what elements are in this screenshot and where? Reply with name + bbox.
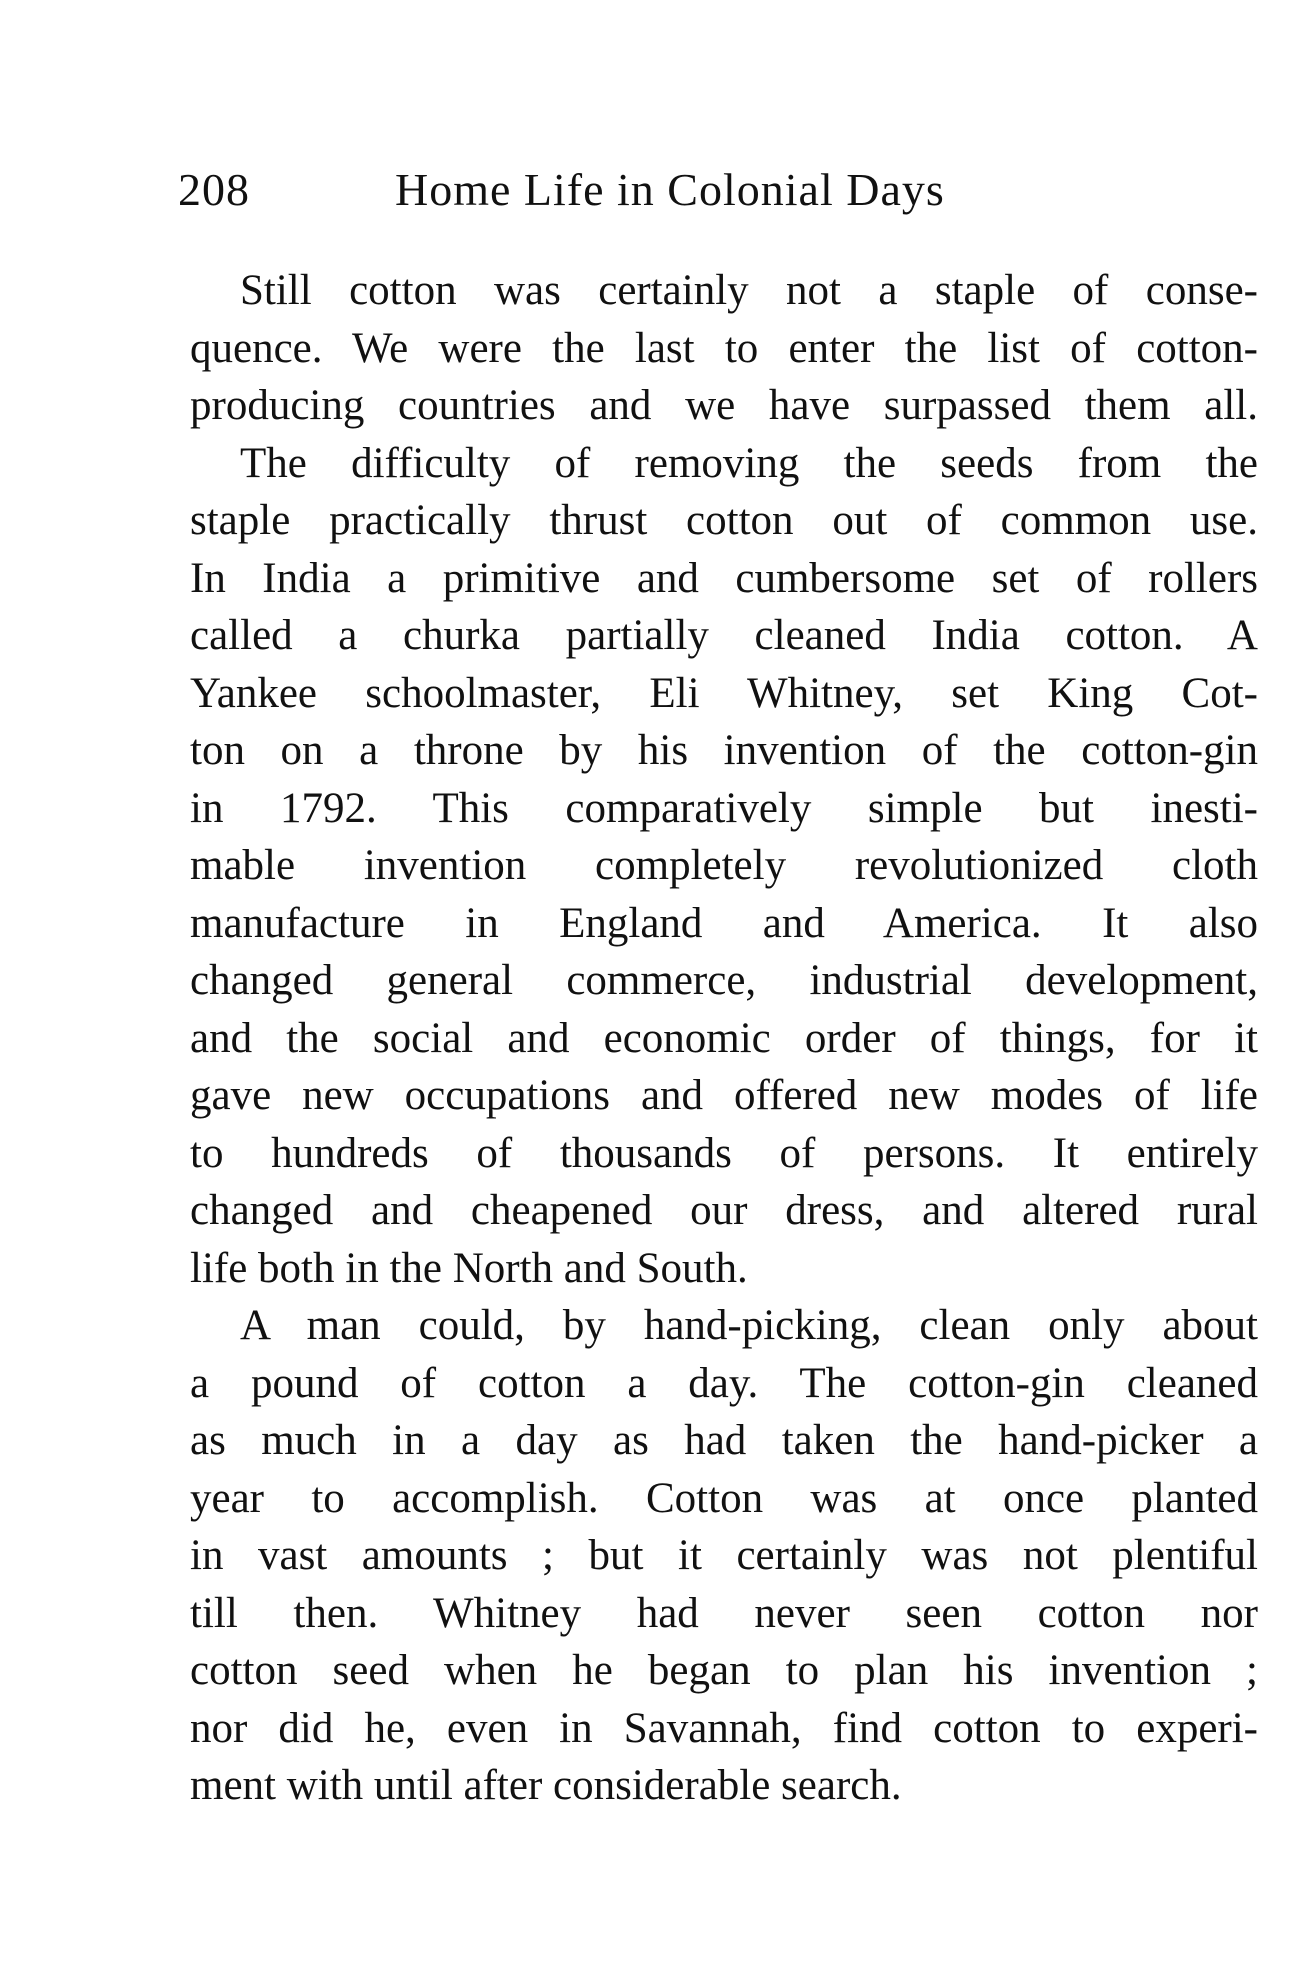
- text-line: Yankee schoolmaster, Eli Whitney, set King Cot-: [190, 669, 1258, 717]
- text-line: in vast amounts ; but it certainly was not plentiful: [190, 1532, 1258, 1579]
- text-line: producing countries and we have surpassed them all.: [190, 382, 1258, 429]
- text-line: Still cotton was certainly not a staple of conse-: [240, 267, 1258, 314]
- text-line: life both in the North and South.: [190, 1244, 748, 1292]
- text-line: changed and cheapened our dress, and altered rural: [190, 1187, 1258, 1234]
- text-line: staple practically thrust cotton out of common use.: [190, 497, 1258, 544]
- running-head: [178, 160, 1038, 220]
- text-line: manufacture in England and America. It also: [190, 899, 1258, 947]
- text-line: a pound of cotton a day. The cotton-gin cleaned: [190, 1359, 1258, 1407]
- text-line: to hundreds of thousands of persons. It entirely: [190, 1129, 1258, 1177]
- text-line: quence. We were the last to enter the list of cotton-: [190, 324, 1258, 372]
- text-line: called a churka partially cleaned India cotton. A: [190, 612, 1258, 659]
- text-line: ton on a throne by his invention of the cotton-gin: [190, 727, 1258, 774]
- running-title: Home Life in Colonial Days: [395, 164, 945, 215]
- text-line: as much in a day as had taken the hand-picker a: [190, 1417, 1258, 1464]
- text-line: cotton seed when he began to plan his invention ;: [190, 1647, 1258, 1694]
- text-line: and the social and economic order of things, for it: [190, 1014, 1258, 1062]
- text-line: ment with until after considerable search.: [190, 1762, 902, 1809]
- text-line: gave new occupations and offered new modes of life: [190, 1072, 1258, 1119]
- body-text: [190, 262, 1258, 1815]
- text-line: in 1792. This comparatively simple but inesti-: [190, 784, 1258, 832]
- text-line: nor did he, even in Savannah, find cotton to experi-: [190, 1704, 1258, 1752]
- text-line: In India a primitive and cumbersome set of rollers: [190, 554, 1258, 602]
- text-line: The difficulty of removing the seeds from the: [240, 439, 1258, 487]
- text-line: A man could, by hand-picking, clean only about: [240, 1302, 1258, 1349]
- text-line: till then. Whitney had never seen cotton nor: [190, 1589, 1258, 1637]
- text-line: changed general commerce, industrial development,: [190, 957, 1258, 1004]
- page-number: 208: [178, 164, 250, 215]
- text-line: mable invention completely revolutionized cloth: [190, 842, 1258, 889]
- text-line: year to accomplish. Cotton was at once planted: [190, 1474, 1258, 1522]
